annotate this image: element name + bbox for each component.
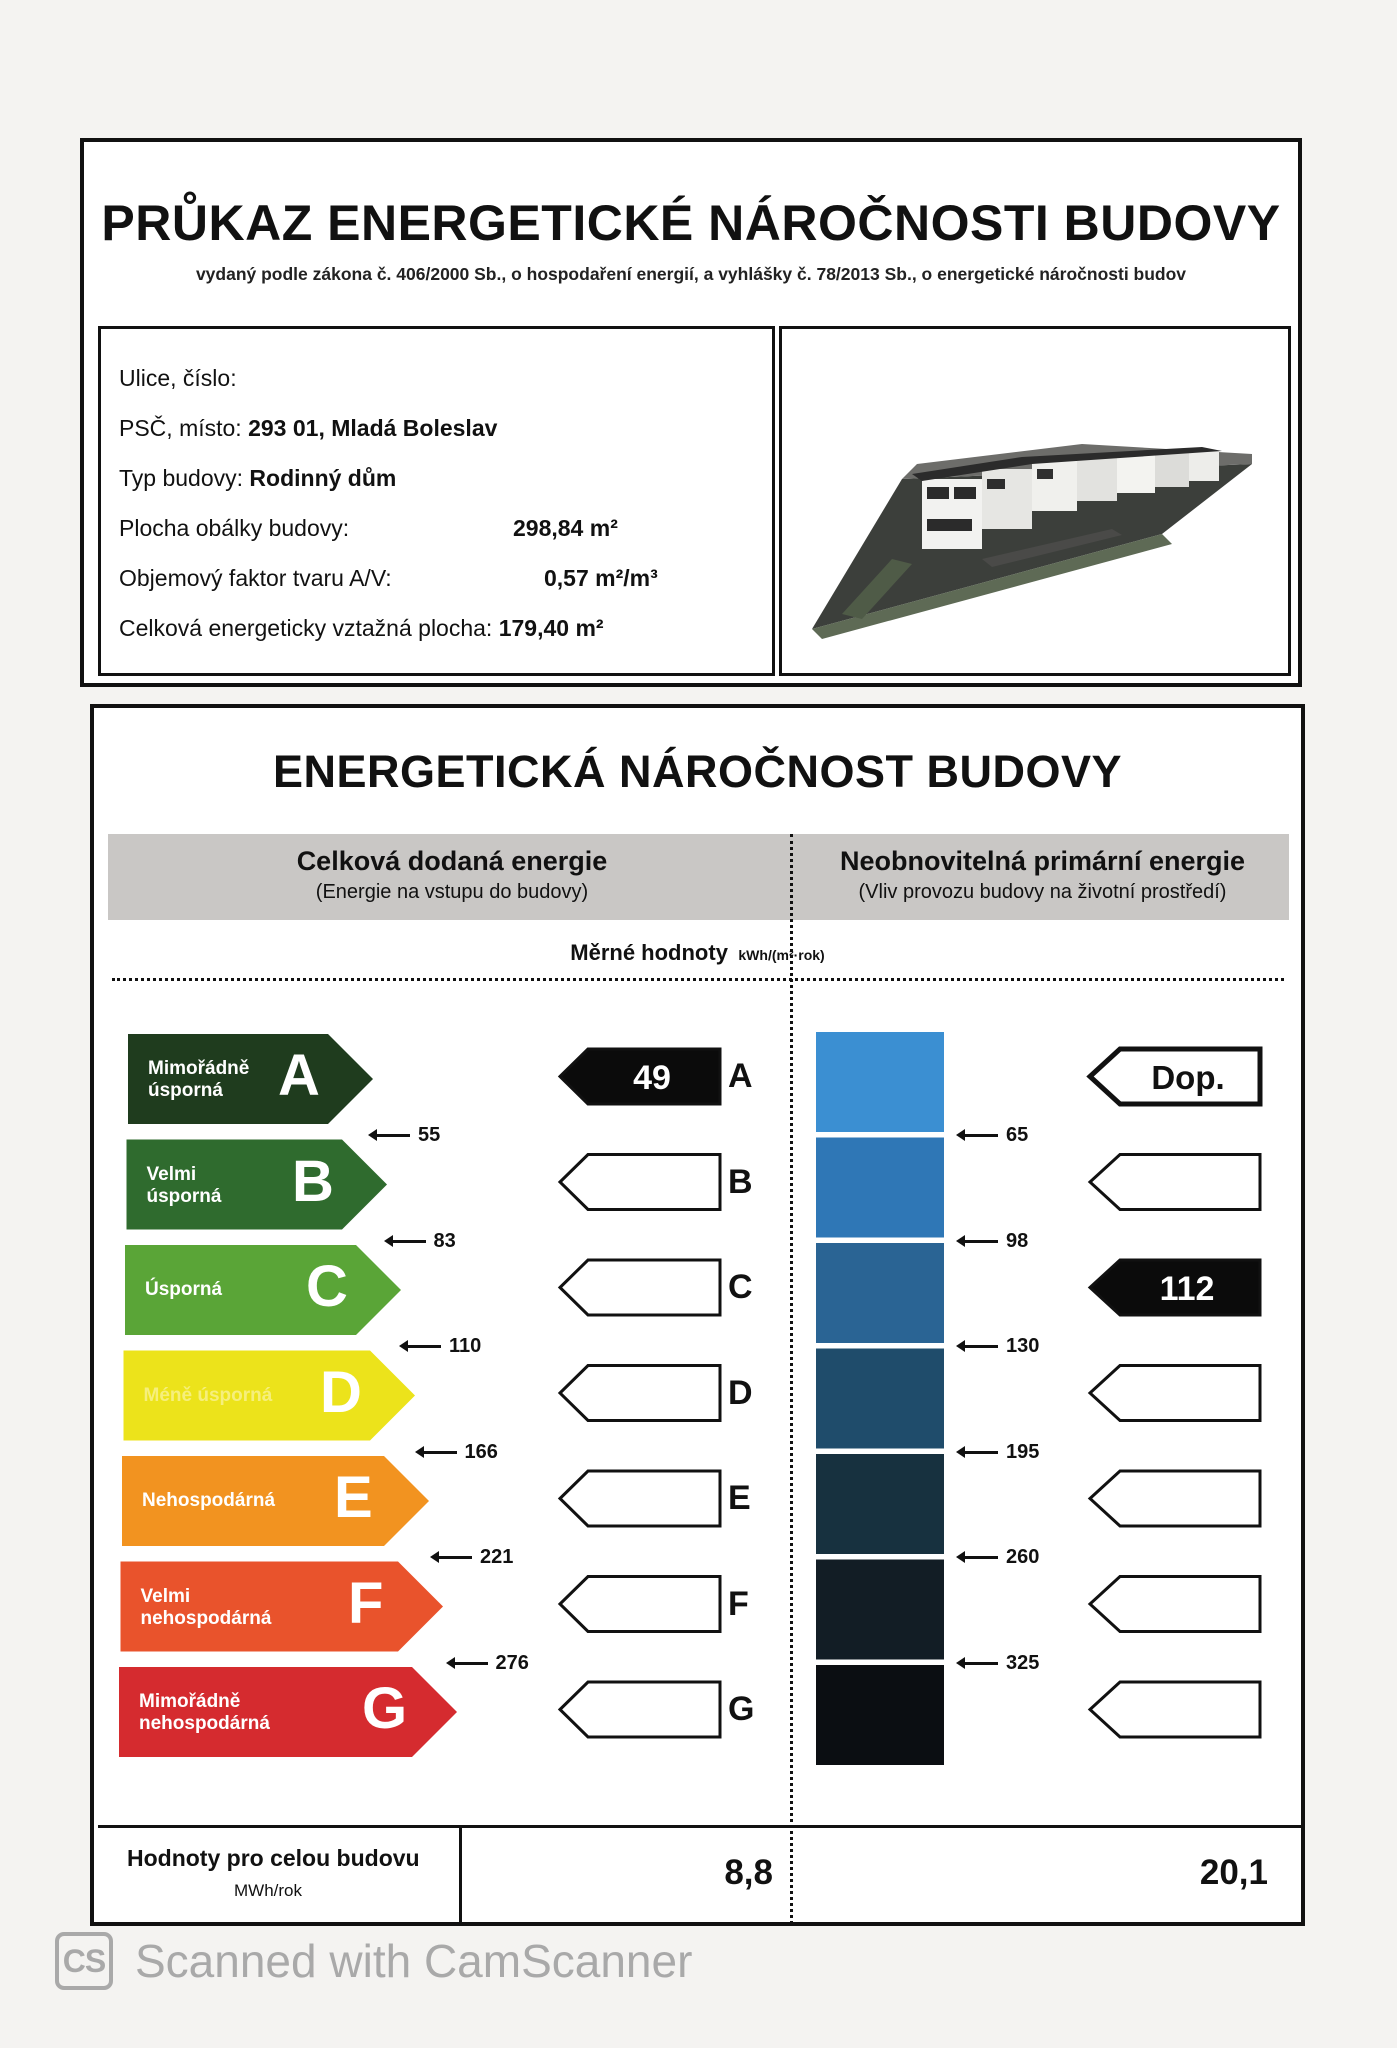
street-label: Ulice, číslo: bbox=[119, 365, 237, 391]
delivered-energy-value: 49 bbox=[633, 1059, 671, 1097]
building-type-value: Rodinný dům bbox=[249, 465, 397, 491]
primary-energy-reference: Dop. bbox=[1151, 1059, 1225, 1096]
delivered-threshold bbox=[452, 1652, 529, 1675]
reference-area-row bbox=[119, 615, 604, 642]
class-letter-b: B bbox=[292, 1148, 334, 1214]
threshold-value: 260 bbox=[1006, 1546, 1040, 1568]
camscanner-watermark bbox=[55, 1932, 692, 1990]
right-column-title: Neobnovitelná primární energie bbox=[839, 846, 1246, 876]
threshold-arrow-icon bbox=[962, 1662, 998, 1665]
delivered-slot-letter-f: F bbox=[728, 1584, 749, 1623]
delivered-energy-slot-g bbox=[560, 1682, 720, 1737]
street-row bbox=[119, 365, 237, 392]
class-label-line1-b: Velmi bbox=[146, 1163, 197, 1185]
delivered-slot-letter-g: G bbox=[728, 1690, 755, 1728]
document-title: PRŮKAZ ENERGETICKÉ NÁROČNOSTI BUDOVY bbox=[101, 195, 1281, 251]
class-label-a bbox=[148, 1058, 249, 1102]
threshold-arrow-icon bbox=[962, 1240, 998, 1243]
primary-energy-slot-f bbox=[1090, 1577, 1260, 1632]
primary-threshold bbox=[962, 1230, 1028, 1253]
shape-factor-label: Objemový faktor tvaru A/V: bbox=[119, 565, 392, 591]
threshold-value: 276 bbox=[495, 1651, 529, 1674]
left-column-subtitle: (Energie na vstupu do budovy) bbox=[315, 881, 589, 903]
primary-energy-band-f bbox=[816, 1560, 944, 1660]
class-label-line2-g: nehospodárná bbox=[139, 1713, 270, 1734]
threshold-value: 83 bbox=[433, 1229, 456, 1252]
footer-divider-top bbox=[98, 1825, 1301, 1828]
building-type-label: Typ budovy: bbox=[119, 465, 244, 491]
class-label-line1-c: Úsporná bbox=[145, 1279, 223, 1300]
primary-energy-band-d bbox=[816, 1349, 944, 1449]
threshold-value: 130 bbox=[1006, 1335, 1040, 1357]
primary-threshold bbox=[962, 1335, 1039, 1358]
threshold-arrow-icon bbox=[962, 1345, 998, 1348]
camscanner-logo-icon: CS bbox=[55, 1932, 113, 1990]
class-label-line1-f: Velmi bbox=[140, 1585, 191, 1607]
class-label-d bbox=[144, 1385, 273, 1407]
class-label-line1-d: Méně úsporná bbox=[143, 1384, 273, 1406]
class-label-g bbox=[139, 1691, 270, 1735]
footer-primary-energy-value: 20,1 bbox=[1199, 1853, 1268, 1892]
primary-threshold bbox=[962, 1124, 1028, 1147]
footer-unit: MWh/rok bbox=[234, 1881, 302, 1900]
class-label-f bbox=[141, 1586, 272, 1630]
primary-energy-band-a bbox=[816, 1032, 944, 1132]
delivered-energy-slot-e bbox=[560, 1471, 720, 1526]
class-label-line1-g: Mimořádně bbox=[139, 1691, 241, 1712]
delivered-threshold bbox=[405, 1335, 481, 1358]
threshold-arrow-icon bbox=[962, 1451, 998, 1454]
shape-factor-value: 0,57 m²/m³ bbox=[544, 565, 658, 591]
reference-area-label: Celková energeticky vztažná plocha: bbox=[119, 615, 493, 641]
class-label-c bbox=[145, 1279, 222, 1301]
primary-energy-band-e bbox=[816, 1454, 944, 1554]
class-letter-c: C bbox=[306, 1254, 348, 1319]
threshold-value: 195 bbox=[1006, 1440, 1040, 1463]
class-label-line2-a: úsporná bbox=[148, 1080, 223, 1101]
delivered-energy-slot-d bbox=[560, 1366, 720, 1421]
primary-energy-band-g bbox=[816, 1665, 944, 1765]
footer-delivered-energy-value: 8,8 bbox=[724, 1853, 773, 1892]
psc-label: PSČ, místo: bbox=[119, 415, 242, 441]
rating-title: ENERGETICKÁ NÁROČNOST BUDOVY bbox=[272, 746, 1123, 797]
threshold-value: 166 bbox=[464, 1440, 498, 1463]
primary-energy-band-c bbox=[816, 1243, 944, 1343]
primary-energy-slot-g bbox=[1090, 1682, 1260, 1737]
psc-row bbox=[119, 415, 497, 442]
primary-energy-slot-d bbox=[1090, 1366, 1260, 1421]
building-photo-box bbox=[779, 326, 1291, 676]
class-letter-g: G bbox=[362, 1676, 408, 1741]
delivered-slot-letter-e: E bbox=[728, 1479, 751, 1517]
class-label-line2-f: nehospodárná bbox=[140, 1607, 272, 1629]
footer-divider-left bbox=[459, 1826, 462, 1923]
class-label-line2-b: úsporná bbox=[146, 1185, 222, 1207]
threshold-value: 65 bbox=[1006, 1124, 1029, 1146]
delivered-slot-letter-b: B bbox=[728, 1162, 753, 1201]
building-render-image bbox=[782, 329, 1288, 673]
psc-value: 293 01, Mladá Boleslav bbox=[248, 415, 498, 441]
class-letter-d: D bbox=[320, 1359, 362, 1425]
primary-threshold bbox=[962, 1546, 1039, 1569]
class-letter-f: F bbox=[348, 1570, 384, 1636]
footer-label: Hodnoty pro celou budovu bbox=[127, 1845, 420, 1871]
class-label-b bbox=[147, 1164, 222, 1208]
primary-threshold bbox=[962, 1652, 1039, 1675]
class-letter-a: A bbox=[278, 1043, 320, 1108]
primary-threshold bbox=[962, 1441, 1039, 1464]
envelope-area-value: 298,84 m² bbox=[513, 515, 618, 541]
threshold-arrow-icon bbox=[390, 1240, 426, 1243]
delivered-energy-slot-f bbox=[560, 1577, 720, 1632]
delivered-slot-letter-d: D bbox=[728, 1373, 753, 1412]
delivered-threshold bbox=[421, 1441, 498, 1464]
camscanner-text: Scanned with CamScanner bbox=[135, 1935, 693, 1987]
class-letter-e: E bbox=[334, 1465, 373, 1530]
building-info-box bbox=[98, 326, 775, 676]
document-subtitle: vydaný podle zákona č. 406/2000 Sb., o hospodaření energií, a vyhlášky č. 78/2013 Sb., o energetické náročnosti budov bbox=[195, 264, 1187, 284]
primary-energy-slot-e bbox=[1090, 1471, 1260, 1526]
delivered-slot-letter-a: A bbox=[728, 1057, 753, 1095]
threshold-arrow-icon bbox=[374, 1134, 410, 1137]
specific-values-unit: kWh/(m²·rok) bbox=[738, 947, 825, 963]
threshold-arrow-icon bbox=[962, 1134, 998, 1137]
primary-energy-value: 112 bbox=[1159, 1270, 1215, 1308]
threshold-value: 98 bbox=[1006, 1229, 1029, 1252]
delivered-threshold bbox=[390, 1230, 456, 1253]
primary-energy-slot-b bbox=[1090, 1155, 1260, 1210]
right-column-subtitle: (Vliv provozu budovy na životní prostředí) bbox=[858, 881, 1227, 903]
threshold-arrow-icon bbox=[962, 1556, 998, 1559]
delivered-energy-slot-b bbox=[560, 1155, 720, 1210]
delivered-threshold bbox=[436, 1546, 513, 1569]
threshold-value: 110 bbox=[449, 1335, 482, 1357]
primary-energy-band-b bbox=[816, 1138, 944, 1238]
threshold-value: 55 bbox=[418, 1124, 441, 1146]
class-label-line1-a: Mimořádně bbox=[148, 1058, 250, 1079]
delivered-energy-slot-c bbox=[560, 1260, 720, 1315]
specific-values-label: Měrné hodnoty bbox=[570, 940, 728, 965]
certificate-header-frame bbox=[80, 138, 1302, 687]
energy-rating-frame bbox=[90, 704, 1305, 1926]
threshold-arrow-icon bbox=[405, 1345, 441, 1348]
delivered-slot-letter-c: C bbox=[728, 1268, 753, 1306]
class-label-e bbox=[142, 1490, 275, 1512]
threshold-arrow-icon bbox=[436, 1556, 472, 1559]
building-type-row bbox=[119, 465, 396, 492]
delivered-threshold bbox=[374, 1124, 440, 1147]
threshold-value: 325 bbox=[1006, 1651, 1040, 1674]
threshold-arrow-icon bbox=[452, 1662, 488, 1665]
reference-area-value: 179,40 m² bbox=[498, 615, 604, 641]
envelope-area-label: Plocha obálky budovy: bbox=[119, 515, 350, 541]
rating-scale bbox=[94, 708, 1302, 1924]
threshold-value: 221 bbox=[480, 1546, 514, 1568]
threshold-arrow-icon bbox=[421, 1451, 457, 1454]
left-column-title: Celková dodaná energie bbox=[296, 846, 608, 876]
class-label-line1-e: Nehospodárná bbox=[142, 1490, 276, 1511]
